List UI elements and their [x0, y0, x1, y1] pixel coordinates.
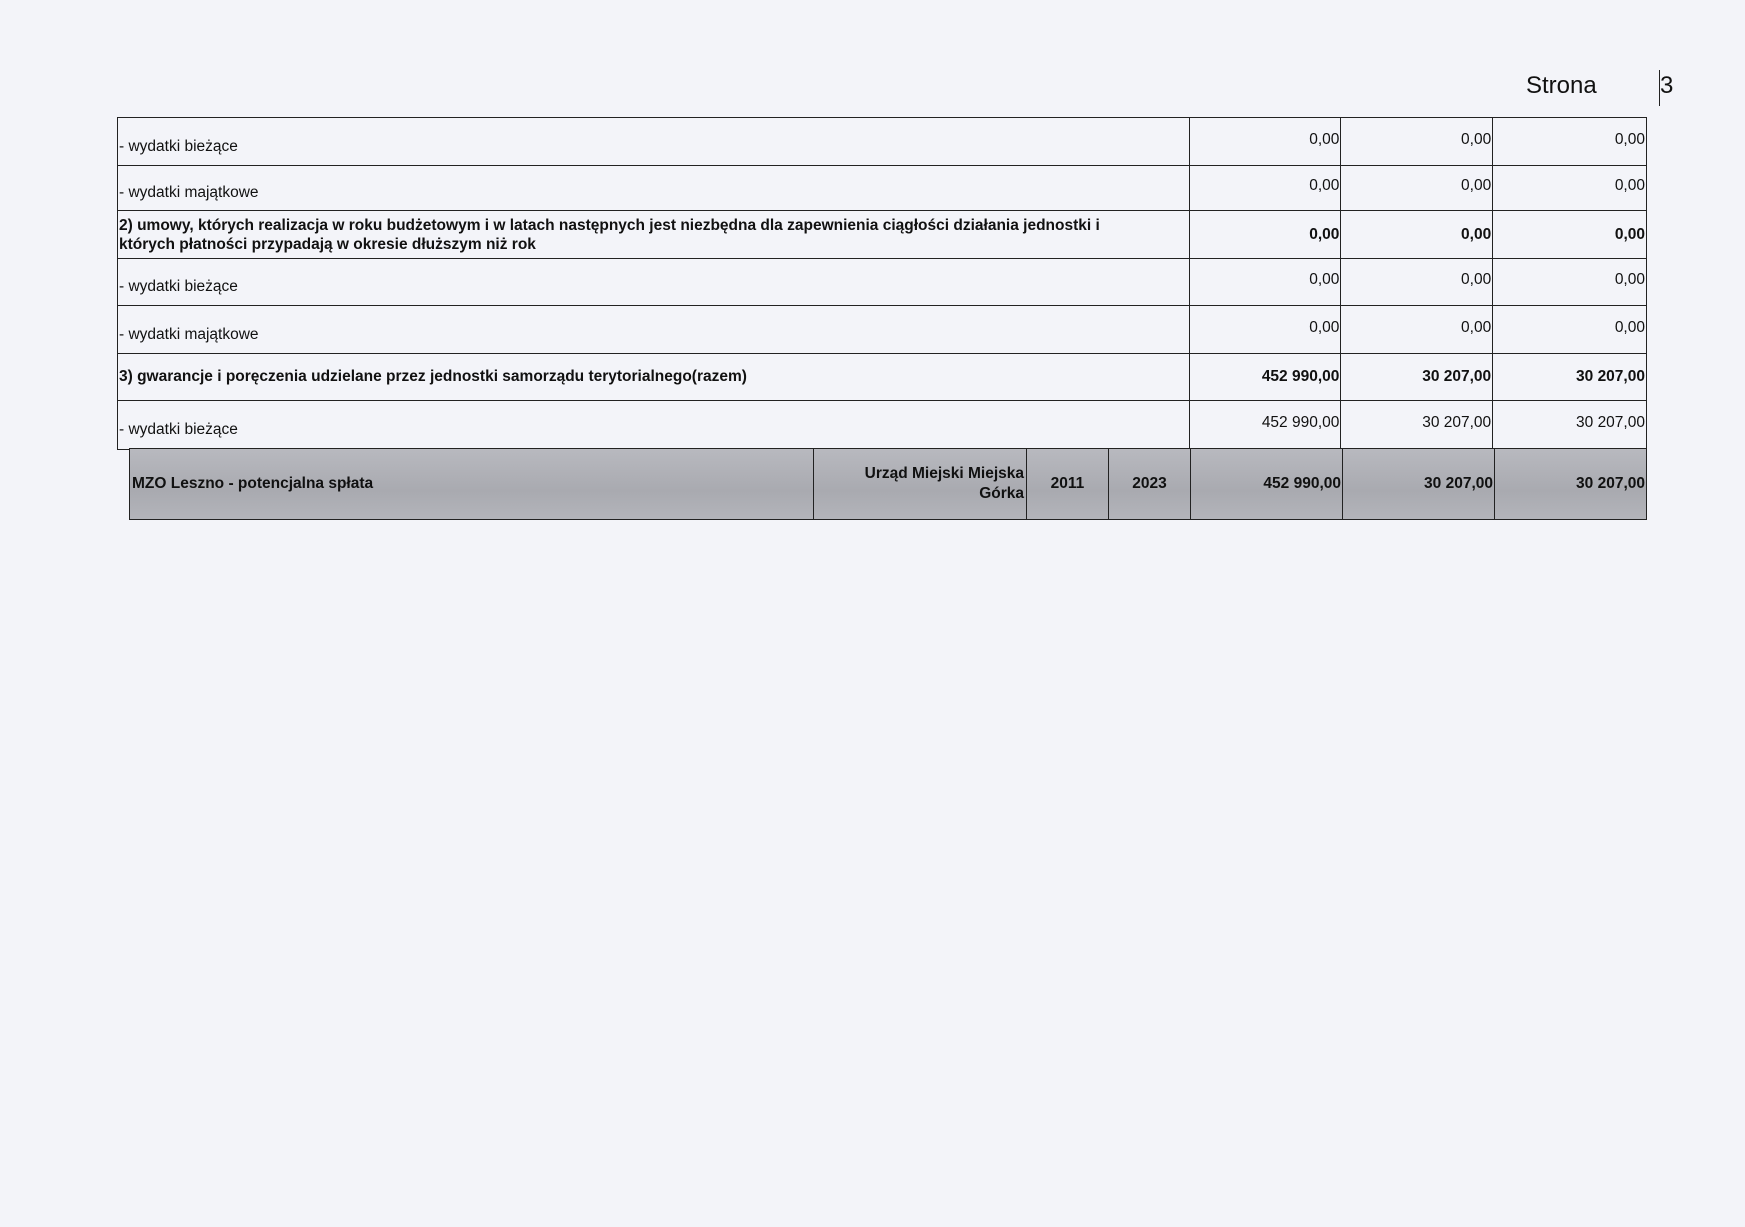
detail-year-from: 2011	[1027, 449, 1109, 519]
page-label: Strona	[1526, 72, 1597, 99]
row-value-3: 30 207,00	[1492, 354, 1646, 400]
detail-unit-line-1: Urząd Miejski Miejska	[864, 465, 1024, 482]
table-row	[117, 306, 1647, 354]
row-value-1: 0,00	[1189, 118, 1341, 165]
row-value-3: 0,00	[1492, 118, 1646, 165]
row-value-1: 452 990,00	[1189, 401, 1341, 449]
row-value-1: 0,00	[1189, 166, 1341, 210]
detail-value-3: 30 207,00	[1576, 475, 1645, 492]
row-description: - wydatki bieżące	[119, 137, 238, 155]
row-description: - wydatki bieżące	[119, 421, 238, 438]
row-value-3: 0,00	[1492, 259, 1646, 305]
table-row	[117, 211, 1647, 259]
row-value-2: 0,00	[1340, 166, 1492, 210]
page-number-header	[1500, 70, 1690, 102]
detail-name: MZO Leszno - potencjalna spłata	[130, 449, 814, 519]
table-row	[117, 401, 1647, 450]
row-value-2: 0,00	[1340, 306, 1492, 353]
row-value-2: 0,00	[1340, 118, 1492, 165]
row-value-3: 0,00	[1492, 166, 1646, 210]
row-value-3: 0,00	[1492, 306, 1646, 353]
row-value-2: 0,00	[1340, 259, 1492, 305]
detail-value-2: 30 207,00	[1343, 449, 1495, 519]
table-row	[117, 259, 1647, 306]
detail-unit-line-2: Górka	[979, 485, 1024, 502]
expenditure-table	[117, 117, 1647, 450]
row-description: 3) gwarancje i poręczenia udzielane przez jednostki samorządu terytorialnego(razem)	[119, 368, 747, 385]
row-description: - wydatki majątkowe	[119, 325, 259, 343]
detail-unit	[814, 449, 1027, 519]
table-row	[117, 117, 1647, 166]
page-number: 3	[1659, 70, 1745, 106]
row-description: - wydatki majątkowe	[119, 184, 259, 201]
row-description: 2) umowy, których realizacja w roku budżetowym i w latach następnych jest niezbędna dla zapewnienia ciągłości działania jednostki i których płatności przypadają w okresie dłuższym niż rok	[119, 216, 1100, 253]
row-value-2: 30 207,00	[1340, 401, 1492, 449]
row-description: - wydatki bieżące	[119, 278, 238, 295]
row-value-3: 0,00	[1492, 211, 1646, 258]
table-row	[117, 354, 1647, 401]
row-value-1: 0,00	[1189, 211, 1341, 258]
table-row	[117, 166, 1647, 211]
guarantee-detail-row	[129, 448, 1647, 520]
detail-year-to: 2023	[1109, 449, 1191, 519]
row-value-1: 0,00	[1189, 259, 1341, 305]
row-value-3: 30 207,00	[1492, 401, 1646, 449]
detail-value-1: 452 990,00	[1191, 449, 1343, 519]
row-value-2: 0,00	[1340, 211, 1492, 258]
row-value-1: 452 990,00	[1189, 354, 1341, 400]
row-value-2: 30 207,00	[1340, 354, 1492, 400]
row-value-1: 0,00	[1189, 306, 1341, 353]
